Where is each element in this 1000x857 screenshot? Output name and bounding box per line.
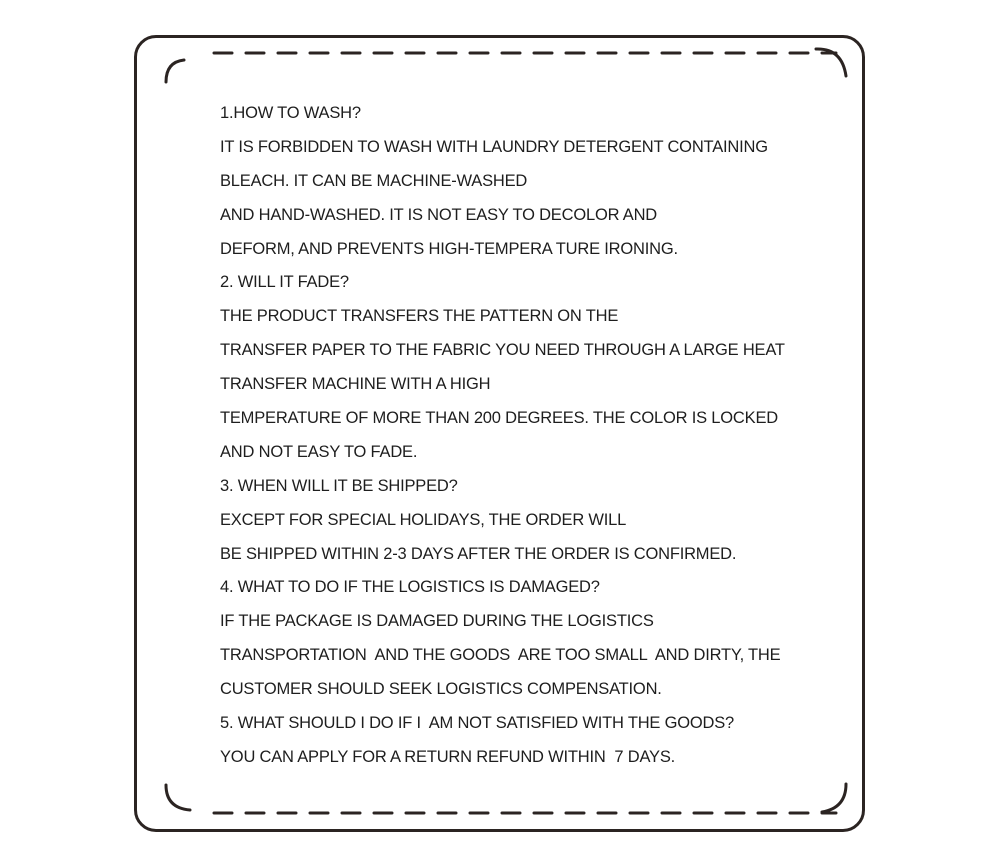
text-line: EXCEPT FOR SPECIAL HOLIDAYS, THE ORDER WILL — [220, 510, 627, 529]
text-line: 2. WILL IT FADE? — [220, 273, 349, 292]
text-line: IF THE PACKAGE IS DAMAGED DURING THE LOGISTICS — [220, 612, 654, 631]
text-line: TRANSFER PAPER TO THE FABRIC YOU NEED THROUGH A LARGE HEAT — [220, 341, 785, 360]
text-line: TEMPERATURE OF MORE THAN 200 DEGREES. THE COLOR IS LOCKED — [220, 409, 778, 428]
text-line: THE PRODUCT TRANSFERS THE PATTERN ON THE — [220, 307, 619, 326]
text-line: 4. WHAT TO DO IF THE LOGISTICS IS DAMAGED? — [220, 578, 600, 597]
text-line: TRANSPORTATION AND THE GOODS ARE TOO SMALL AND DIRTY, THE — [220, 646, 781, 665]
text-line: TRANSFER MACHINE WITH A HIGH — [220, 375, 491, 394]
care-and-faq-text — [220, 97, 840, 775]
text-line: BE SHIPPED WITHIN 2-3 DAYS AFTER THE ORDER IS CONFIRMED. — [220, 544, 737, 563]
text-line: YOU CAN APPLY FOR A RETURN REFUND WITHIN 7 DAYS. — [220, 747, 676, 766]
text-line: DEFORM, AND PREVENTS HIGH-TEMPERA TURE IRONING. — [220, 239, 678, 258]
text-line: IT IS FORBIDDEN TO WASH WITH LAUNDRY DETERGENT CONTAINING — [220, 137, 768, 156]
text-line: AND NOT EASY TO FADE. — [220, 442, 418, 461]
text-line: BLEACH. IT CAN BE MACHINE-WASHED — [220, 171, 528, 190]
text-line: 3. WHEN WILL IT BE SHIPPED? — [220, 476, 458, 495]
text-line: 5. WHAT SHOULD I DO IF I AM NOT SATISFIED WITH THE GOODS? — [220, 714, 735, 733]
text-line: 1.HOW TO WASH? — [220, 104, 361, 122]
text-line: AND HAND-WASHED. IT IS NOT EASY TO DECOLOR AND — [220, 205, 658, 224]
text-line: CUSTOMER SHOULD SEEK LOGISTICS COMPENSATION. — [220, 680, 662, 699]
